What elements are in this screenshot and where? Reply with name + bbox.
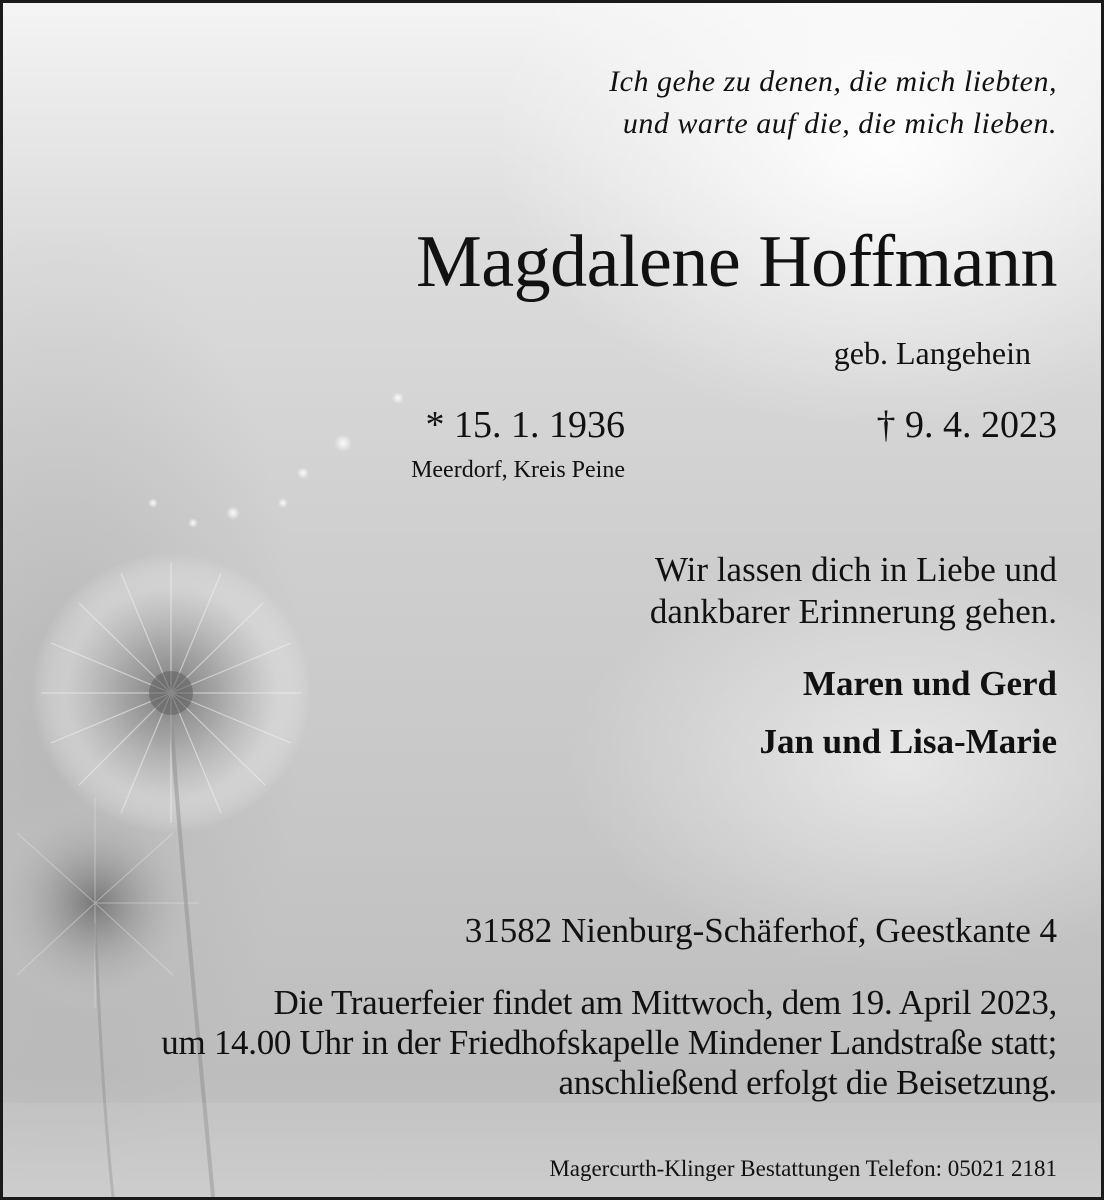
service-line: anschließend erfolgt die Beisetzung. — [558, 1063, 1057, 1102]
death-date: † 9. 4. 2023 — [876, 404, 1057, 446]
mourner-name: Maren und Gerd — [802, 664, 1057, 703]
farewell-line: dankbarer Erinnerung gehen. — [649, 592, 1057, 631]
birth-place: Meerdorf, Kreis Peine — [411, 457, 625, 483]
service-line: Die Trauerfeier findet am Mittwoch, dem 19. April 2023, — [273, 983, 1057, 1022]
quote-line: Ich gehe zu denen, die mich liebten, — [609, 65, 1057, 98]
quote-line: und warte auf die, die mich lieben. — [622, 107, 1057, 140]
funeral-service-info — [161, 983, 1057, 1103]
farewell-line: Wir lassen dich in Liebe und — [655, 550, 1057, 589]
service-line: um 14.00 Uhr in der Friedhofskapelle Mindener Landstraße statt; — [161, 1023, 1057, 1062]
undertaker-contact: Magercurth-Klinger Bestattungen Telefon: 05021 2181 — [549, 1156, 1057, 1181]
mourner-name: Jan und Lisa-Marie — [759, 722, 1057, 761]
family-address: 31582 Nienburg-Schäferhof, Geestkante 4 — [464, 911, 1057, 950]
birth-date: * 15. 1. 1936 — [425, 404, 625, 446]
deceased-name: Magdalene Hoffmann — [415, 221, 1057, 303]
birth-name: geb. Langehein — [833, 335, 1031, 371]
farewell-text — [650, 549, 1057, 633]
memorial-quote — [609, 61, 1057, 145]
